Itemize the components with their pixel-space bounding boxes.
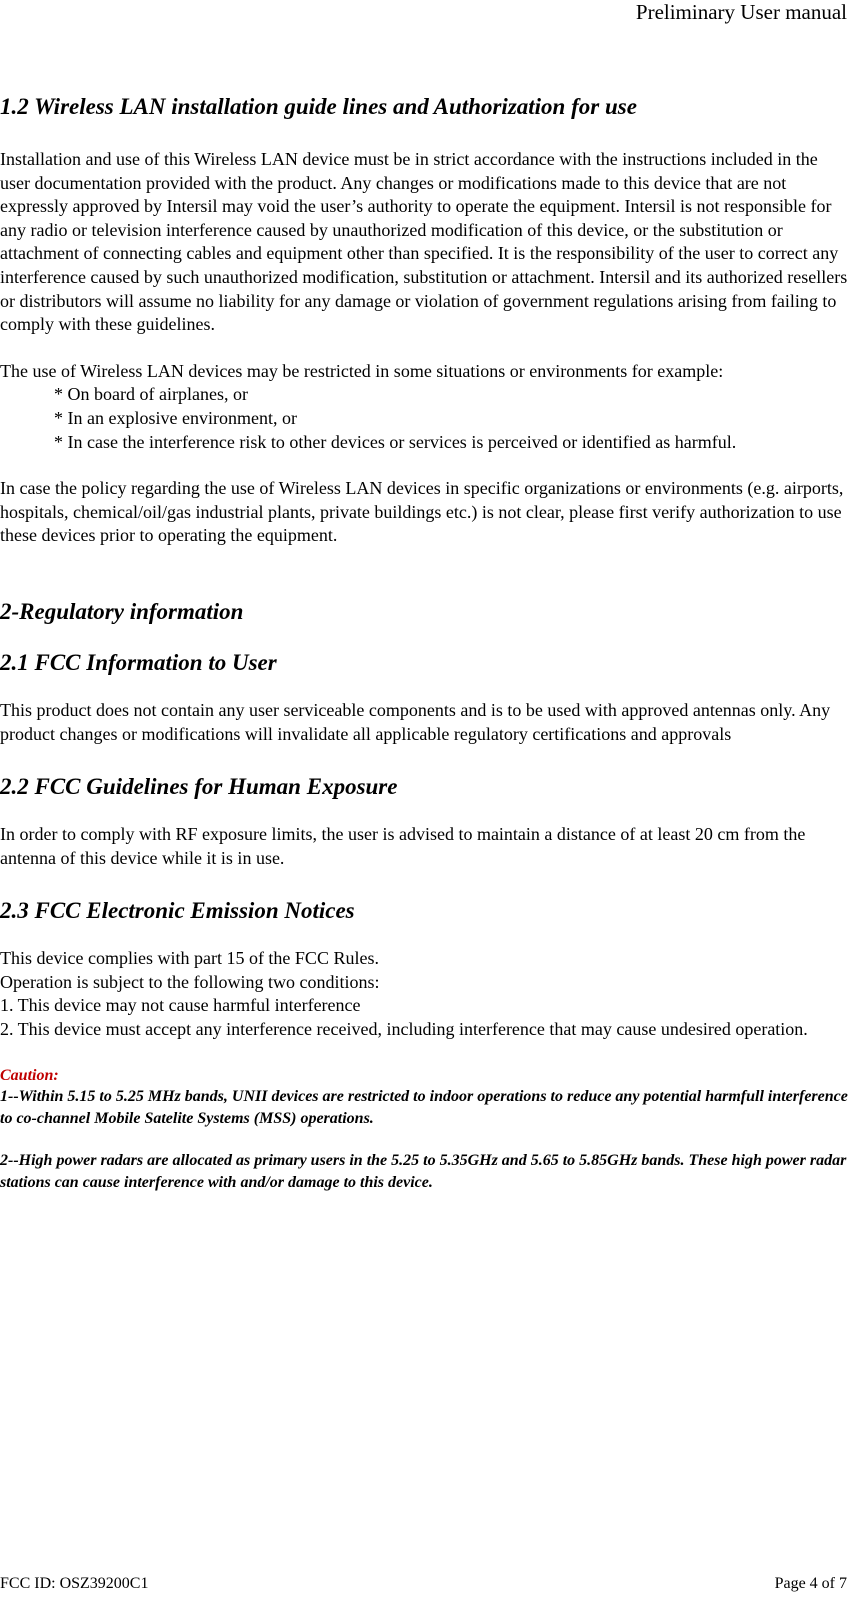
document-body (0, 92, 852, 1193)
section-1-2-paragraph-1: Installation and use of this Wireless LAN device must be in strict accordance with the instructions included in the user documentation provided with the product. Any changes or modifications made to this device that are not expressly approved by Intersil may void the user’s authority to operate the equipment. Intersil is not responsible for any radio or television interference caused by unauthorized modification of this device, or the substitution or attachment of connecting cables and equipment other than specified. It is the responsibility of the user to correct any interference caused by such unauthorized modification, substitution or attachment. Intersil and its authorized resellers or distributors will assume no liability for any damage or violation of government regulations arising from failing to comply with these guidelines. (0, 149, 848, 335)
caution-item-2: 2--High power radars are allocated as primary users in the 5.25 to 5.35GHz and 5.65 to 5.85GHz bands. These high power radar stations can cause interference with and/or damage to this device. (0, 1152, 847, 1191)
list-item: * In case the interference risk to other devices or services is perceived or identified as harmful. (54, 431, 737, 452)
section-2-1-heading: 2.1 FCC Information to User (0, 649, 277, 675)
section-2-heading: 2-Regulatory information (0, 598, 244, 624)
section-1-2-heading: 1.2 Wireless LAN installation guide lines and Authorization for use (0, 94, 637, 119)
caution-item-1: 1--Within 5.15 to 5.25 MHz bands, UNII devices are restricted to indoor operations to reduce any potential harmfull interference to co-channel Mobile Satelite Systems (MSS) operations. (0, 1088, 848, 1127)
section-2-2-heading: 2.2 FCC Guidelines for Human Exposure (0, 774, 398, 800)
page-number: Page 4 of 7 (774, 1575, 847, 1592)
section-2-1-paragraph: This product does not contain any user serviceable components and is to be used with approved antennas only. Any product changes or modifications will invalidate all applicable regulatory certifications and approvals (0, 699, 831, 744)
emission-line: Operation is subject to the following two conditions: (0, 971, 380, 992)
caution-label: Caution: (0, 1066, 59, 1084)
section-1-2-paragraph-3: In case the policy regarding the use of Wireless LAN devices in specific organizations or environments (e.g. airports, hospitals, chemical/oil/gas industrial plants, private buildings etc.) is not clear, please first verify authorization to use these devices prior to operating the equipment. (0, 478, 844, 546)
emission-line: 2. This device must accept any interference received, including interference that may cause undesired operation. (0, 1019, 808, 1040)
page-header: Preliminary User manual (635, 0, 847, 24)
section-2-3-heading: 2.3 FCC Electronic Emission Notices (0, 898, 355, 924)
section-1-2-paragraph-2: The use of Wireless LAN devices may be restricted in some situations or environments for example: (0, 360, 724, 381)
restriction-list (0, 383, 852, 454)
list-item: * On board of airplanes, or (54, 384, 248, 405)
fcc-id: FCC ID: OSZ39200C1 (0, 1575, 149, 1592)
emission-line: 1. This device may not cause harmful interference (0, 995, 361, 1016)
list-item: * In an explosive environment, or (54, 407, 297, 428)
section-2-2-paragraph: In order to comply with RF exposure limits, the user is advised to maintain a distance of at least 20 cm from the antenna of this device while it is in use. (0, 824, 806, 868)
emission-line: This device complies with part 15 of the FCC Rules. (0, 948, 379, 969)
